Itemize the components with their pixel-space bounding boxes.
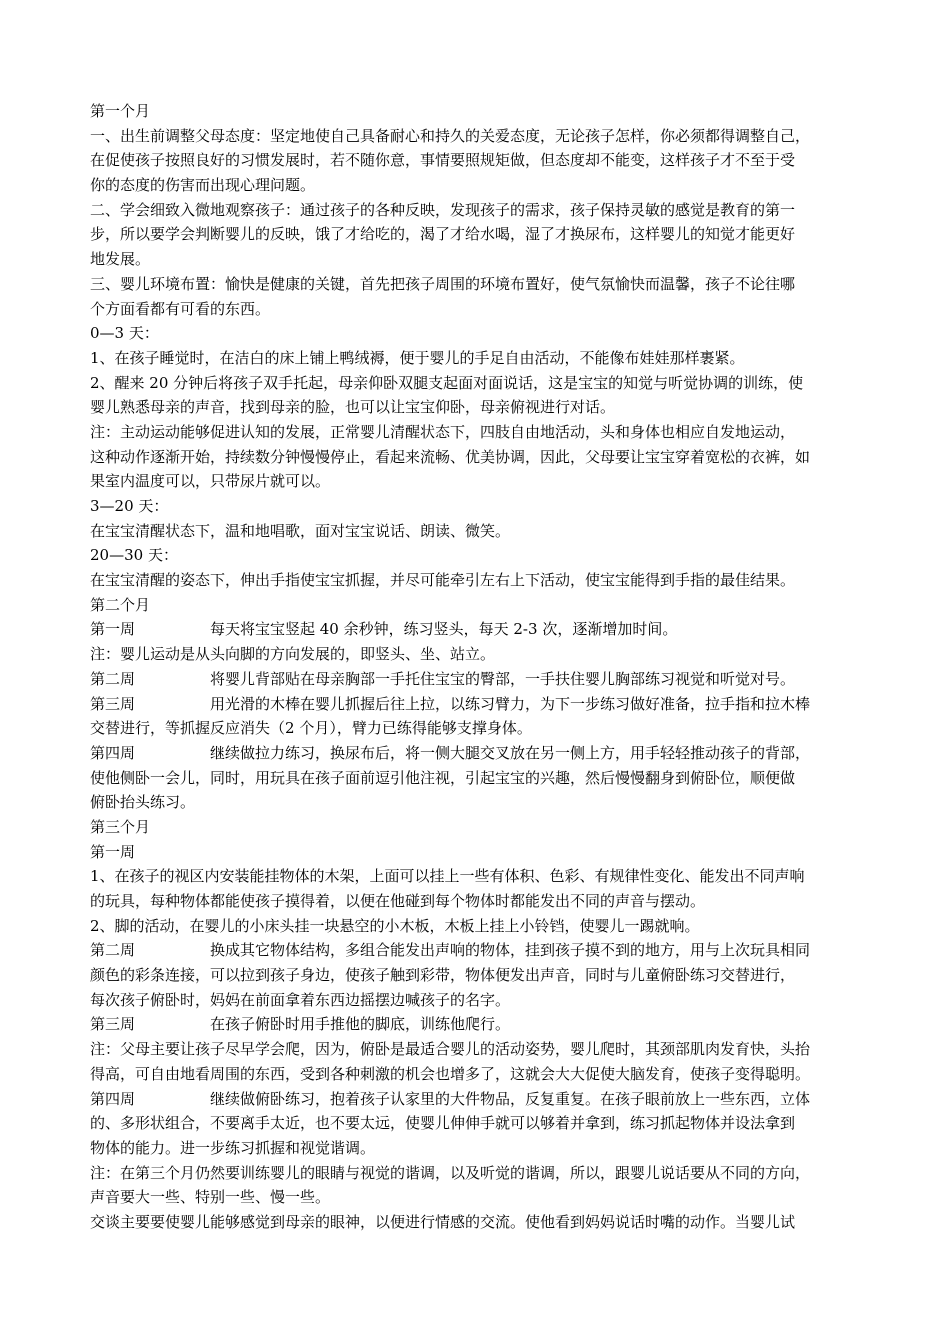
line-text: 3—20 天：	[90, 497, 169, 515]
line-text: 换成其它物体结构，多组合能发出声响的物体，挂到孩子摸不到的地方，用与上次玩具相同	[210, 941, 811, 960]
text-line	[90, 1111, 864, 1136]
line-text: 每天将宝宝竖起 40 余秒钟，练习竖头，每天 2-3 次，逐渐增加时间。	[210, 620, 678, 639]
line-text: 交谈主要要使婴儿能够感觉到母亲的眼神，以便进行情感的交流。使他看到妈妈说话时嘴的动作。当婴儿试	[90, 1212, 796, 1231]
text-line	[90, 99, 864, 124]
line-text: 2、醒来 20 分钟后将孩子双手托起，母亲仰卧双腿支起面对面说话，这是宝宝的知觉与听觉协调的训练，使	[90, 373, 804, 392]
line-text: 这种动作逐渐开始，持续数分钟慢慢停止，看起来流畅、优美协调，因此，父母要让宝宝穿着宽松的衣裤，如	[90, 447, 811, 466]
text-line	[90, 1037, 864, 1062]
text-line	[90, 519, 864, 544]
text-line	[90, 297, 864, 322]
line-text: 的玩具，每种物体都能使孩子摸得着，以便在他碰到每个物体时都能发出不同的声音与摆动。	[90, 892, 706, 910]
text-line	[90, 469, 864, 494]
line-text: 在宝宝清醒的姿态下，伸出手指使宝宝抓握，并尽可能牵引左右上下活动，使宝宝能得到手指的最佳结果。	[90, 571, 796, 590]
text-line	[90, 568, 864, 593]
text-line	[90, 445, 864, 470]
week-label: 第二周	[90, 669, 136, 688]
line-text: 婴儿熟悉母亲的声音，找到母亲的脸，也可以让宝宝仰卧，母亲俯视进行对话。	[90, 398, 616, 417]
line-text: 颜色的彩条连接，可以拉到孩子身边，使孩子触到彩带，物体便发出声音，同时与儿童俯卧练习交替进行，	[90, 966, 796, 985]
document-page	[90, 99, 864, 1235]
text-line	[90, 938, 864, 963]
line-text: 声音要大一些、特别一些、慢一些。	[90, 1188, 331, 1207]
line-text: 注：在第三个月仍然要训练婴儿的眼睛与视觉的谐调，以及听觉的谐调，所以，跟婴儿说话要从不同的方向，	[90, 1163, 811, 1182]
text-line	[90, 420, 864, 445]
line-text: 每次孩子俯卧时，妈妈在前面拿着东西边摇摆边喊孩子的名字。	[90, 990, 511, 1009]
line-text: 继续做拉力练习，换尿布后，将一侧大腿交叉放在另一侧上方，用手轻轻推动孩子的背部，	[210, 743, 811, 762]
text-line	[90, 371, 864, 396]
text-line	[90, 222, 864, 247]
text-line	[90, 1136, 864, 1161]
line-text: 第一周	[90, 842, 136, 861]
line-text: 注：婴儿运动是从头向脚的方向发展的，即竖头、坐、站立。	[90, 645, 496, 664]
text-line	[90, 790, 864, 815]
text-line	[90, 1087, 864, 1112]
line-text: 你的态度的伤害而出现心理问题。	[90, 176, 316, 195]
line-text: 在促使孩子按照良好的习惯发展时，若不随你意，事情要照规矩做，但态度却不能变，这样孩子才不至于受	[90, 151, 796, 170]
text-line	[90, 1210, 864, 1235]
line-text: 的、多形状组合，不要离手太近，也不要太远，使婴儿伸伸手就可以够着并拿到，练习抓起物体并设法拿到	[90, 1114, 796, 1133]
line-text: 在孩子俯卧时用手推他的脚底，训练他爬行。	[210, 1015, 511, 1034]
text-line	[90, 1062, 864, 1087]
line-text: 注：主动运动能够促进认知的发展，正常婴儿清醒状态下，四肢自由地活动，头和身体也相应自发地运动，	[90, 422, 796, 441]
text-line	[90, 642, 864, 667]
text-line	[90, 543, 864, 568]
text-line	[90, 272, 864, 297]
line-text: 使他侧卧一会儿，同时，用玩具在孩子面前逗引他注视，引起宝宝的兴趣，然后慢慢翻身到俯卧位，顺便做	[90, 768, 796, 787]
week-label: 第二周	[90, 941, 136, 960]
text-line	[90, 741, 864, 766]
text-line	[90, 617, 864, 642]
line-text: 将婴儿背部贴在母亲胸部一手托住宝宝的臀部，一手扶住婴儿胸部练习视觉和听觉对号。	[210, 669, 796, 688]
line-text: 交替进行，等抓握反应消失（2 个月），臂力已练得能够支撑身体。	[90, 719, 532, 738]
text-line	[90, 667, 864, 692]
line-text: 注：父母主要让孩子尽早学会爬，因为，俯卧是最适合婴儿的活动姿势，婴儿爬时，其颈部肌肉发育快，头抬	[90, 1040, 811, 1059]
text-line	[90, 494, 864, 519]
line-text: 2、脚的活动，在婴儿的小床头挂一块悬空的小木板，木板上挂上小铃铛，使婴儿一踢就响。	[90, 916, 700, 935]
text-line	[90, 1185, 864, 1210]
line-text: 果室内温度可以，只带尿片就可以。	[90, 472, 331, 491]
text-line	[90, 173, 864, 198]
text-line	[90, 840, 864, 865]
line-text: 1、在孩子睡觉时，在洁白的床上铺上鸭绒褥，便于婴儿的手足自由活动，不能像布娃娃那样裹紧。	[90, 348, 745, 367]
line-text: 得高，可自由地看周围的东西，受到各种刺激的机会也增多了，这就会大大促使大脑发育，使孩子变得聪明。	[90, 1064, 811, 1083]
line-text: 1、在孩子的视区内安装能挂物体的木架，上面可以挂上一些有体积、色彩、有规律性变化、能发出不同声响	[90, 867, 805, 886]
text-line	[90, 1012, 864, 1037]
line-text: 第一个月	[90, 102, 151, 120]
text-line	[90, 247, 864, 272]
week-label: 第四周	[90, 1089, 136, 1108]
text-line	[90, 716, 864, 741]
line-text: 在宝宝清醒状态下，温和地唱歌，面对宝宝说话、朗读、微笑。	[90, 521, 511, 540]
text-line	[90, 321, 864, 346]
line-text: 二、学会细致入微地观察孩子：通过孩子的各种反映，发现孩子的需求，孩子保持灵敏的感觉是教育的第一	[90, 200, 796, 219]
line-text: 个方面看都有可看的东西。	[90, 299, 271, 318]
text-line	[90, 346, 864, 371]
line-text: 三、婴儿环境布置：愉快是健康的关键，首先把孩子周围的环境布置好，使气氛愉快而温馨，孩子不论往哪	[90, 274, 796, 293]
line-text: 0—3 天：	[90, 324, 159, 343]
line-text: 用光滑的木棒在婴儿抓握后往上拉，以练习臂力，为下一步练习做好准备，拉手指和拉木棒	[210, 694, 811, 713]
line-text: 物体的能力。进一步练习抓握和视觉谐调。	[90, 1138, 376, 1157]
week-label: 第三周	[90, 694, 136, 713]
line-text: 20—30 天：	[90, 546, 178, 565]
line-text: 第三个月	[90, 817, 151, 836]
week-label: 第四周	[90, 743, 136, 762]
text-line	[90, 148, 864, 173]
line-text: 步，所以要学会判断婴儿的反映，饿了才给吃的，渴了才给水喝，湿了才换尿布，这样婴儿的知觉才能更好	[90, 225, 796, 244]
week-label: 第一周	[90, 620, 136, 639]
week-label: 第三周	[90, 1015, 136, 1034]
text-line	[90, 198, 864, 223]
text-line	[90, 1161, 864, 1186]
text-line	[90, 766, 864, 791]
line-text: 一、出生前调整父母态度：坚定地使自己具备耐心和持久的关爱态度，无论孩子怎样，你必须都得调整自己，	[90, 126, 811, 145]
text-line	[90, 815, 864, 840]
text-line	[90, 914, 864, 939]
line-text: 继续做俯卧练习，抱着孩子认家里的大件物品，反复重复。在孩子眼前放上一些东西，立体	[210, 1089, 811, 1108]
line-text: 第二个月	[90, 595, 151, 614]
text-line	[90, 593, 864, 618]
line-text: 地发展。	[90, 250, 151, 269]
text-line	[90, 864, 864, 889]
text-line	[90, 692, 864, 717]
text-line	[90, 124, 864, 149]
line-text: 俯卧抬头练习。	[90, 793, 196, 812]
text-line	[90, 963, 864, 988]
text-line	[90, 889, 864, 914]
text-line	[90, 988, 864, 1013]
text-line	[90, 395, 864, 420]
